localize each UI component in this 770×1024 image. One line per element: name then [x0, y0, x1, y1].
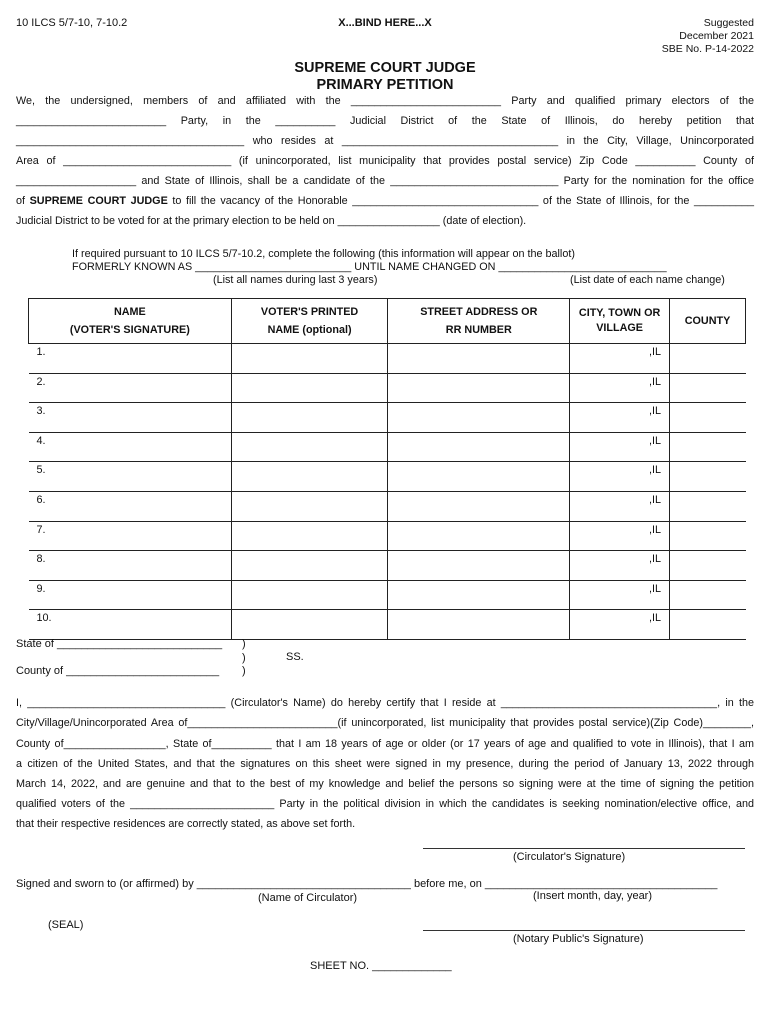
table-row	[29, 521, 746, 551]
city-cell[interactable]: ,IL	[570, 491, 670, 521]
circulator-line-4: a citizen of the United States, and that the signatures on this sheet were signed in my presence, during the period of January 13, 2022 through	[16, 758, 754, 770]
form-title: SUPREME COURT JUDGE	[294, 60, 476, 76]
row-number: 2.	[29, 373, 232, 403]
statute-reference: 10 ILCS 5/7-10, 7-10.2	[16, 17, 128, 29]
printed-name-cell[interactable]	[231, 373, 388, 403]
formerly-known-as: FORMERLY KNOWN AS __________________________ UNTIL NAME CHANGED ON ____________________________	[72, 261, 667, 273]
printed-name-cell[interactable]	[231, 344, 388, 374]
venue-county: County of _________________________	[16, 665, 220, 677]
row-number: 5.	[29, 462, 232, 492]
city-cell[interactable]: ,IL	[570, 403, 670, 433]
county-cell[interactable]	[670, 521, 746, 551]
venue-paren-1: )	[242, 638, 246, 650]
seal-label: (SEAL)	[48, 919, 84, 931]
table-row	[29, 580, 746, 610]
circulator-signature-line[interactable]	[423, 848, 745, 849]
table-row	[29, 432, 746, 462]
county-cell[interactable]	[670, 373, 746, 403]
county-cell[interactable]	[670, 610, 746, 640]
insert-date-caption: (Insert month, day, year)	[533, 890, 653, 902]
street-address-cell[interactable]	[388, 403, 570, 433]
venue-state: State of ___________________________	[16, 638, 223, 650]
row-number: 1.	[29, 344, 232, 374]
intro-line-3: ______________________________________ who resides at ____________________________________ in the City, Village, Unincorporated	[16, 135, 754, 147]
street-address-cell[interactable]	[388, 432, 570, 462]
row-number: 9.	[29, 580, 232, 610]
dates-caption: (List date of each name change)	[570, 274, 725, 286]
bind-here-marker: X...BIND HERE...X	[338, 17, 432, 29]
venue-paren-2: )	[242, 652, 246, 664]
county-cell[interactable]	[670, 462, 746, 492]
city-cell[interactable]: ,IL	[570, 610, 670, 640]
county-cell[interactable]	[670, 403, 746, 433]
table-row	[29, 551, 746, 581]
city-cell[interactable]: ,IL	[570, 462, 670, 492]
intro-vacancy: to fill the vacancy of the Honorable _______________________________ of the State of Illinois, for the __________	[167, 195, 754, 207]
circulator-signature-caption: (Circulator's Signature)	[513, 851, 626, 863]
signature-table	[28, 298, 746, 640]
suggested-label: Suggested	[703, 17, 754, 29]
street-address-cell[interactable]	[388, 344, 570, 374]
city-cell[interactable]: ,IL	[570, 373, 670, 403]
printed-name-cell[interactable]	[231, 403, 388, 433]
notary-signature-caption: (Notary Public's Signature)	[513, 933, 644, 945]
printed-name-cell[interactable]	[231, 462, 388, 492]
county-cell[interactable]	[670, 491, 746, 521]
county-cell[interactable]	[670, 551, 746, 581]
street-address-cell[interactable]	[388, 462, 570, 492]
ballot-instruction: If required pursuant to 10 ILCS 5/7-10.2, complete the following (this information will appear on the ballot)	[72, 248, 575, 260]
intro-of: of	[16, 195, 30, 207]
venue-ss: SS.	[286, 651, 304, 663]
venue-paren-3: )	[242, 665, 246, 677]
header-name: NAME (VOTER'S SIGNATURE)	[29, 299, 232, 344]
header-city: CITY, TOWN OR VILLAGE	[570, 299, 670, 344]
name-of-circulator-caption: (Name of Circulator)	[258, 892, 358, 904]
circulator-line-7: that their respective residences are correctly stated, as above set forth.	[16, 818, 356, 830]
header-county: COUNTY	[670, 299, 746, 344]
circulator-line-6: qualified voters of the ________________________ Party in the political division in which the candidates is seeking nomination/elective office, and	[16, 798, 754, 810]
header-street: STREET ADDRESS OR RR NUMBER	[388, 299, 570, 344]
intro-line-2: _________________________ Party, in the __________ Judicial District of the State of Illinois, do hereby petition that	[16, 115, 754, 127]
row-number: 4.	[29, 432, 232, 462]
city-cell[interactable]: ,IL	[570, 551, 670, 581]
circulator-line-5: March 14, 2022, and are genuine and that to the best of my knowledge and belief the persons so signing were at the time of signing the petition	[16, 778, 754, 790]
intro-line-7: Judicial District to be voted for at the primary election to be held on _________________ (date of election).	[16, 215, 527, 227]
row-number: 7.	[29, 521, 232, 551]
circulator-line-3: County of_________________, State of__________ that I am 18 years of age or older (or 17 years of age and qualified to vote in Illinois), that I am	[16, 738, 754, 750]
county-cell[interactable]	[670, 344, 746, 374]
street-address-cell[interactable]	[388, 373, 570, 403]
street-address-cell[interactable]	[388, 610, 570, 640]
table-header-row	[29, 299, 746, 344]
office-name: SUPREME COURT JUDGE	[29, 195, 168, 207]
table-row	[29, 462, 746, 492]
names-caption: (List all names during last 3 years)	[213, 274, 378, 286]
circulator-line-1: I, _________________________________ (Circulator's Name) do hereby certify that I reside at ____________________________________, in the	[16, 697, 754, 709]
intro-line-4: Area of ____________________________ (if unincorporated, list municipality that provides postal service) Zip Code __________ County of	[16, 155, 754, 167]
city-cell[interactable]: ,IL	[570, 432, 670, 462]
table-row	[29, 610, 746, 640]
street-address-cell[interactable]	[388, 551, 570, 581]
table-row	[29, 344, 746, 374]
sheet-number: SHEET NO. _____________	[310, 960, 452, 972]
notary-signature-line[interactable]	[423, 930, 745, 931]
street-address-cell[interactable]	[388, 580, 570, 610]
city-cell[interactable]: ,IL	[570, 580, 670, 610]
row-number: 3.	[29, 403, 232, 433]
street-address-cell[interactable]	[388, 491, 570, 521]
intro-line-1: We, the undersigned, members of and affiliated with the _________________________ Party and qualified primary electors of the	[16, 95, 754, 107]
county-cell[interactable]	[670, 432, 746, 462]
printed-name-cell[interactable]	[231, 432, 388, 462]
printed-name-cell[interactable]	[231, 491, 388, 521]
city-cell[interactable]: ,IL	[570, 344, 670, 374]
form-subtitle: PRIMARY PETITION	[316, 77, 454, 93]
form-date: December 2021	[679, 30, 754, 42]
printed-name-cell[interactable]	[231, 521, 388, 551]
row-number: 8.	[29, 551, 232, 581]
intro-line-6	[16, 195, 754, 207]
printed-name-cell[interactable]	[231, 551, 388, 581]
printed-name-cell[interactable]	[231, 610, 388, 640]
table-row	[29, 373, 746, 403]
row-number: 6.	[29, 491, 232, 521]
table-row	[29, 491, 746, 521]
printed-name-cell[interactable]	[231, 580, 388, 610]
intro-line-5: ____________________ and State of Illinois, shall be a candidate of the ____________________________ Party for the nomination for the office	[16, 175, 754, 187]
row-number: 10.	[29, 610, 232, 640]
circulator-line-2: City/Village/Unincorporated Area of_________________________(if unincorporated, list municipality that provides postal service)(Zip Code)________,	[16, 717, 754, 729]
header-printed-name: VOTER'S PRINTED NAME (optional)	[231, 299, 388, 344]
street-address-cell[interactable]	[388, 521, 570, 551]
city-cell[interactable]: ,IL	[570, 521, 670, 551]
sbe-number: SBE No. P-14-2022	[661, 43, 754, 55]
sworn-statement: Signed and sworn to (or affirmed) by ___________________________________ before me, on ______________________________________	[16, 878, 718, 890]
table-row	[29, 403, 746, 433]
county-cell[interactable]	[670, 580, 746, 610]
form-id-block	[662, 17, 754, 56]
